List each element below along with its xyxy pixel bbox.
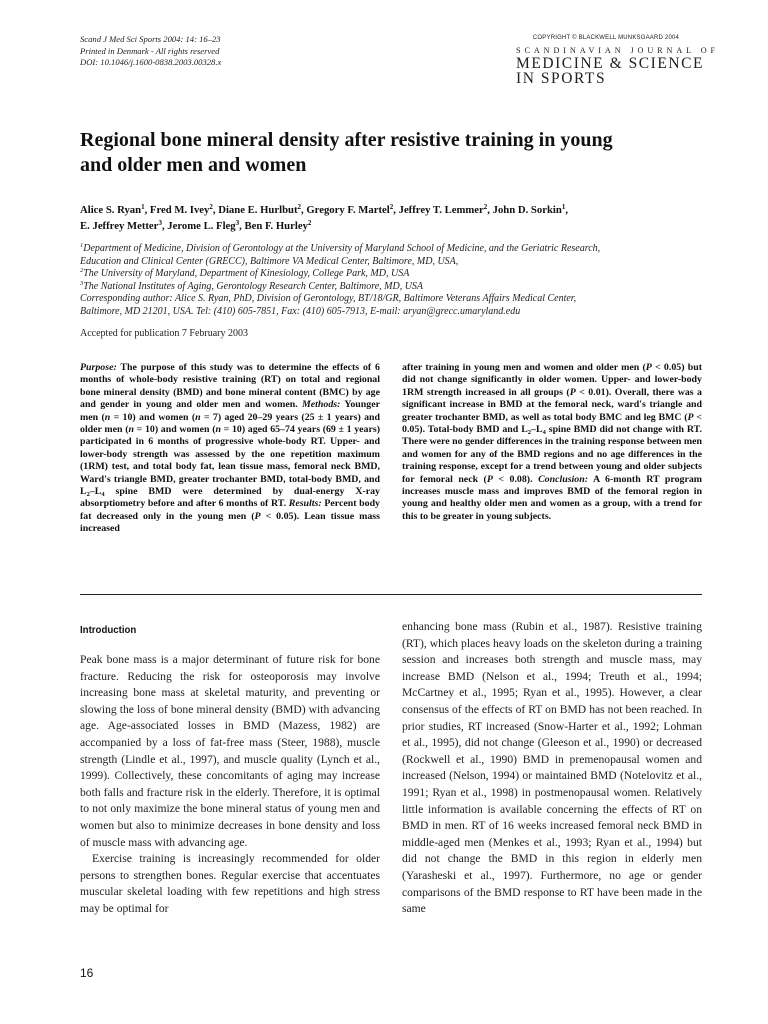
article-title <box>80 128 700 177</box>
body-left-column <box>80 652 380 918</box>
title-line-1: Regional bone mineral density after resistive training in young <box>80 129 613 151</box>
corresponding-author: Corresponding author: Alice S. Ryan, PhD, Division of Gerontology, BT/18/GR, Baltimore Veterans Affairs Medical Center, <box>80 293 577 305</box>
abstract-left-column: Purpose: The purpose of this study was to determine the effects of 6 months of whole-body resistive training (RT) on total and regional bone mineral density (BMD) and bone mineral content (BMC) by age and gender in young and older men and women. Methods: Younger men (n = 10) and women (n = 7) aged 20–29 years (25 ± 1 years) and older men (n = 10) and women (n = 10) aged 65–74 years (69 ± 1 years) participated in 6 months of progressive whole-body RT. Upper- and lower-body strength was assessed by the one repetition maximum (1RM) test, and total body fat, lean tissue mass, femoral neck BMD, Ward's triangle BMD, greater trochanter BMD, total-body BMD, and $L_2-L_4$ spine BMD were determined by dual-energy X-ray absorptiometry before and after 6 months of RT. Results: Percent body fat decreased only in the young men (P < 0.05). Lean tissue mass increased <box>80 362 380 535</box>
paragraph: Exercise training is increasingly recommended for older persons to strengthen bones. Regular exercise that accentuates muscular skeletal loading with few repetitions and high stress may be optimal for <box>80 852 380 915</box>
author: John D. Sorkin$^1$, <box>492 203 568 216</box>
author: Jeffrey T. Lemmer$^2$, <box>398 203 493 216</box>
accepted-date: Accepted for publication 7 February 2003 <box>80 328 249 339</box>
masthead-line-3: IN SPORTS <box>516 70 607 87</box>
affiliation-1: $^1$Department of Medicine, Division of Gerontology at the University of Maryland School of Medicine, and the Geriatric Research, <box>80 242 601 254</box>
affiliation-3: $^3$The National Institutes of Aging, Gerontology Research Center, Baltimore, MD, USA <box>80 279 424 292</box>
masthead-line-2: MEDICINE & SCIENCE <box>516 55 705 72</box>
author: E. Jeffrey Metter$^3$, <box>80 218 168 232</box>
author: Fred M. Ivey$^2$, <box>149 203 219 216</box>
conclusion-label: Conclusion: <box>538 473 589 485</box>
masthead-line-1: SCANDINAVIAN JOURNAL OF <box>516 46 719 55</box>
journal-masthead <box>516 45 719 87</box>
author: Alice S. Ryan$^1$, <box>80 203 150 216</box>
purpose-label: Purpose: <box>80 362 117 373</box>
author: Diane E. Hurlbut$^2$, <box>218 203 307 216</box>
title-line-2: and older men and women <box>80 153 307 176</box>
author: Jerome L. Fleg$^3$, <box>167 218 245 232</box>
corresponding-address: Baltimore, MD 21201, USA. Tel: (410) 605-7851, Fax: (410) 605-7913, E-mail: aryan@grecc.umaryland.edu <box>80 305 521 317</box>
printed-line: Printed in Denmark - All rights reserved <box>80 45 220 56</box>
author: Gregory F. Martel$^2$, <box>306 203 399 216</box>
author-list <box>80 203 710 234</box>
citation-line: Scand J Med Sci Sports 2004: 14: 16–23 <box>80 34 221 44</box>
paragraph: Peak bone mass is a major determinant of future risk for bone fracture. Reducing the risk for osteoporosis may involve increasing bone mass at skeletal maturity, and preventing or slowing the loss of bone mineral density (BMD) with advancing age. Age-associated losses in BMD (Mazess, 1982) are accompanied by a loss of fat-free mass (Steer, 1988), muscle strength (Lindle et al., 1997), and muscle quality (Lynch et al., 1999). Collectively, these concomitants of aging may increase both falls and fracture risk in the elderly. Therefore, it is optimal to not only maximize the bone mineral status of young men and women but also to minimize decreases in bone density and loss of muscle mass with advancing age. <box>80 653 380 849</box>
results-label: Results: <box>288 498 322 510</box>
author: Ben F. Hurley$^2$ <box>244 218 312 232</box>
page-number: 16 <box>80 966 94 980</box>
doi-line: DOI: 10.1046/j.1600-0838.2003.00328.x <box>80 57 222 67</box>
methods-label: Methods: <box>301 399 341 411</box>
body-right-column <box>402 619 702 918</box>
section-divider <box>80 594 702 595</box>
copyright-notice: COPYRIGHT © BLACKWELL MUNKSGAARD 2004 <box>532 35 680 41</box>
journal-citation <box>80 34 221 69</box>
affiliation-2: $^2$The University of Maryland, Department of Kinesiology, College Park, MD, USA <box>80 267 410 280</box>
affiliations <box>80 243 710 319</box>
affiliation-1-cont: Education and Clinical Center (GRECC), Baltimore VA Medical Center, Baltimore, MD, USA, <box>80 255 459 267</box>
introduction-heading: Introduction <box>80 624 137 636</box>
paragraph: enhancing bone mass (Rubin et al., 1987). Resistive training (RT), which places heavy loads on the skeleton during a training session and increases both strength and muscle mass, may increase BMD (Nelson et al., 1994; Treuth et al., 1994; McCartney et al., 1995; Ryan et al., 1995). However, a clear consensus of the effects of RT on BMD has not been reached. In prior studies, RT increased (Snow-Harter et al., 1992; Lohman et al., 1995), did not change (Gleeson et al., 1990) or decreased (Rockwell et al., 1990) BMD in premenopausal women and increased (Nelson, 1994) or maintained BMD (Notelovitz et al., 1991; Ryan et al., 1998) in postmenopausal women. Relatively little information is available concerning the effects of RT on BMD in men. RT of 16 weeks increased femoral neck BMD in middle-aged men (Menkes et al., 1993; Ryan et al., 1994) but did not change the BMD in this region in elderly men (Yarasheski et al., 1997). Furthermore, no age or gender comparisons of the BMD response to RT have been made in the same <box>402 620 702 916</box>
abstract-right-column: after training in young men and women and older men (P < 0.05) but did not change significantly in older women. Upper- and lower-body 1RM strength increased in all groups (P < 0.01). Overall, there was a significant increase in BMD at the femoral neck, ward's triangle and greater trochanter BMD, as well as total body BMC and leg BMC (P < 0.05). Total-body BMD and $L_2-L_4$ spine BMD did not change with RT. There were no gender differences in the training response between men and women for any of the BMD regions and no age differences in the training response, except for a trend between young and older subjects for femoral neck (P < 0.08). Conclusion: A 6-month RT program increases muscle mass and improves BMD of the femoral region in young and healthy older men and women as a group, with a trend for this to be greater in young subjects. <box>402 362 703 522</box>
